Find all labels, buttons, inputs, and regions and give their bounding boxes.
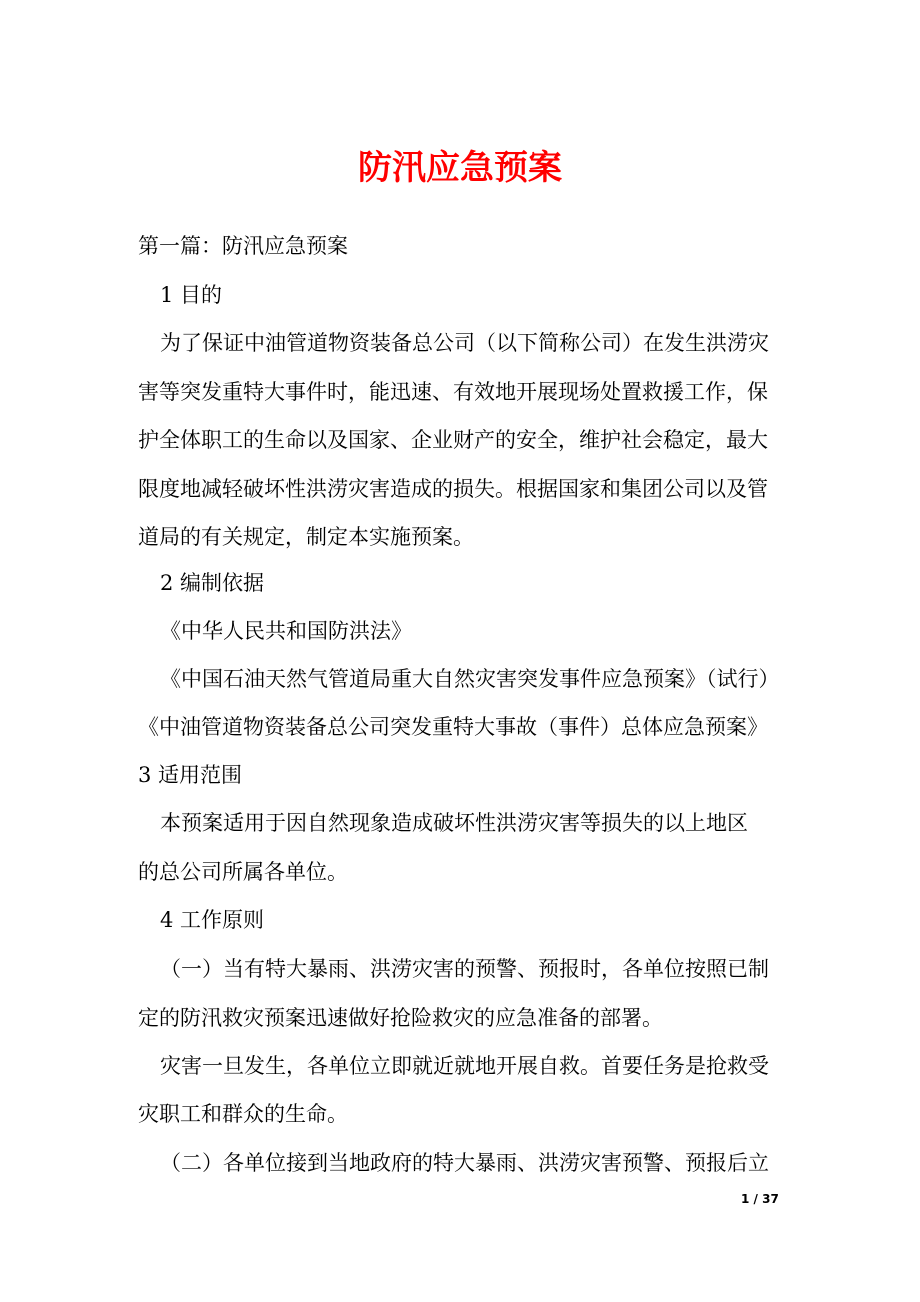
- text-line: （二）各单位接到当地政府的特大暴雨、洪涝灾害预警、预报后立: [160, 1151, 769, 1175]
- text-line: 本预案适用于因自然现象造成破坏性洪涝灾害等损失的以上地区: [160, 811, 748, 835]
- text-line: 4 工作原则: [160, 908, 265, 932]
- text-line: 1 目的: [160, 283, 223, 307]
- text-line: 定的防汛救灾预案迅速做好抢险救灾的应急准备的部署。: [138, 1006, 663, 1030]
- text-line: 《中国石油天然气管道局重大自然灾害突发事件应急预案》（试行）: [160, 667, 780, 691]
- text-line: 第一篇：防汛应急预案: [138, 234, 348, 258]
- text-line: （一）当有特大暴雨、洪涝灾害的预警、预报时，各单位按照已制: [160, 957, 769, 981]
- text-line: 道局的有关规定，制定本实施预案。: [138, 525, 474, 549]
- text-line: 为了保证中油管道物资装备总公司（以下简称公司）在发生洪涝灾: [160, 331, 769, 355]
- text-line: 限度地减轻破坏性洪涝灾害造成的损失。根据国家和集团公司以及管: [138, 477, 768, 501]
- text-line: 护全体职工的生命以及国家、企业财产的安全，维护社会稳定，最大: [138, 428, 768, 452]
- text-line: 《中油管道物资装备总公司突发重特大事故（事件）总体应急预案》: [138, 715, 768, 739]
- text-line: 3 适用范围: [138, 763, 243, 787]
- text-line: 灾害一旦发生，各单位立即就近就地开展自救。首要任务是抢救受: [160, 1054, 769, 1078]
- text-line: 2 编制依据: [160, 571, 265, 595]
- text-line: 的总公司所属各单位。: [138, 860, 348, 884]
- text-line: 灾职工和群众的生命。: [138, 1102, 348, 1126]
- text-line: 《中华人民共和国防洪法》: [160, 619, 412, 643]
- document-title: 防汛应急预案: [358, 148, 562, 188]
- page-indicator: 1 / 37: [741, 1192, 779, 1206]
- text-line: 害等突发重特大事件时，能迅速、有效地开展现场处置救援工作，保: [138, 380, 768, 404]
